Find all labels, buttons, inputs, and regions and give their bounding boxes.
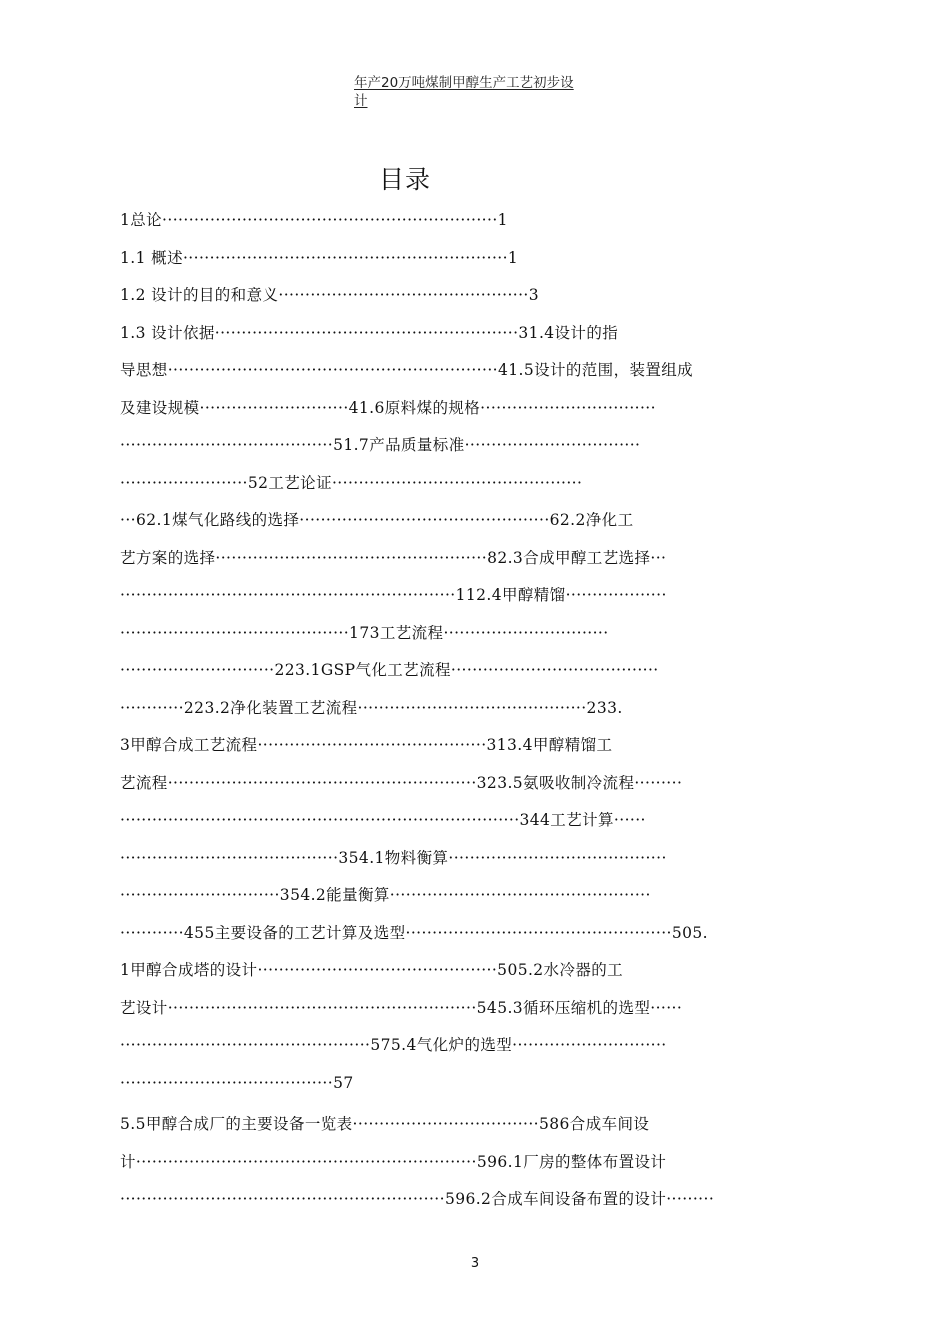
toc-line: ·····························223.1GSP气化工艺流程······································· — [120, 661, 659, 679]
toc-line: ·····························································596.2合成车间设备布置的设计········· — [120, 1190, 715, 1208]
page-title: 目录 — [378, 165, 431, 194]
toc-line: 1.1 概述·····························································1 — [120, 248, 519, 267]
running-header — [354, 74, 604, 110]
toc-line: ············223.2净化装置工艺流程···········································233. — [120, 698, 623, 717]
toc-line: ···········································································344工艺计算······ — [120, 811, 646, 829]
toc-line: ········································51.7产品质量标准································· — [120, 436, 641, 454]
toc-line: ·········································354.1物料衡算········································· — [120, 848, 667, 867]
toc-line: 艺流程··························································323.5氨吸收制冷流程········· — [120, 773, 683, 792]
toc-line: 1.3 设计依据·························································31.4设计的指 — [120, 323, 619, 342]
toc-line: 5.5甲醇合成厂的主要设备一览表···································586合成车间设 — [120, 1115, 650, 1133]
running-header-line1: 年产20万吨煤制甲醇生产工艺初步设 — [354, 75, 574, 91]
toc-line: ························52工艺论证··············································· — [120, 473, 583, 492]
toc-line: 1甲醇合成塔的设计·············································505.2水冷器的工 — [120, 961, 624, 979]
toc-line: 3甲醇合成工艺流程···········································313.4甲醇精馏工 — [120, 736, 613, 754]
toc-line: 1总论·······························································1 — [120, 211, 508, 229]
table-of-contents — [120, 202, 840, 1219]
toc-line: ···············································575.4气化炉的选型····························· — [120, 1036, 667, 1054]
toc-line: ············455主要设备的工艺计算及选型··················································505. — [120, 923, 708, 942]
toc-line: ···62.1煤气化路线的选择···············································62.2净化工 — [120, 511, 634, 529]
toc-line: ········································57 — [120, 1073, 354, 1092]
toc-line: ·······························································112.4甲醇精馏··················· — [120, 586, 667, 604]
page-number: 3 — [470, 1256, 480, 1271]
toc-line: 计································································596.1厂房的整体布置设计 — [120, 1152, 667, 1171]
toc-line: ······························354.2能量衡算················································· — [120, 886, 651, 904]
toc-line: 1.2 设计的目的和意义···············································3 — [120, 286, 540, 304]
toc-line: 导思想······························································41.5设计的范围，装置组成 — [120, 361, 694, 379]
running-header-line2: 计 — [354, 93, 368, 109]
toc-line: ···········································173工艺流程······························· — [120, 623, 609, 642]
toc-line: 及建设规模····························41.6原料煤的规格································· — [120, 398, 656, 417]
toc-line: 艺设计··························································545.3循环压缩机的选型······ — [120, 998, 683, 1017]
toc-line: 艺方案的选择···················································82.3合成甲醇工艺选择··· — [120, 548, 667, 567]
